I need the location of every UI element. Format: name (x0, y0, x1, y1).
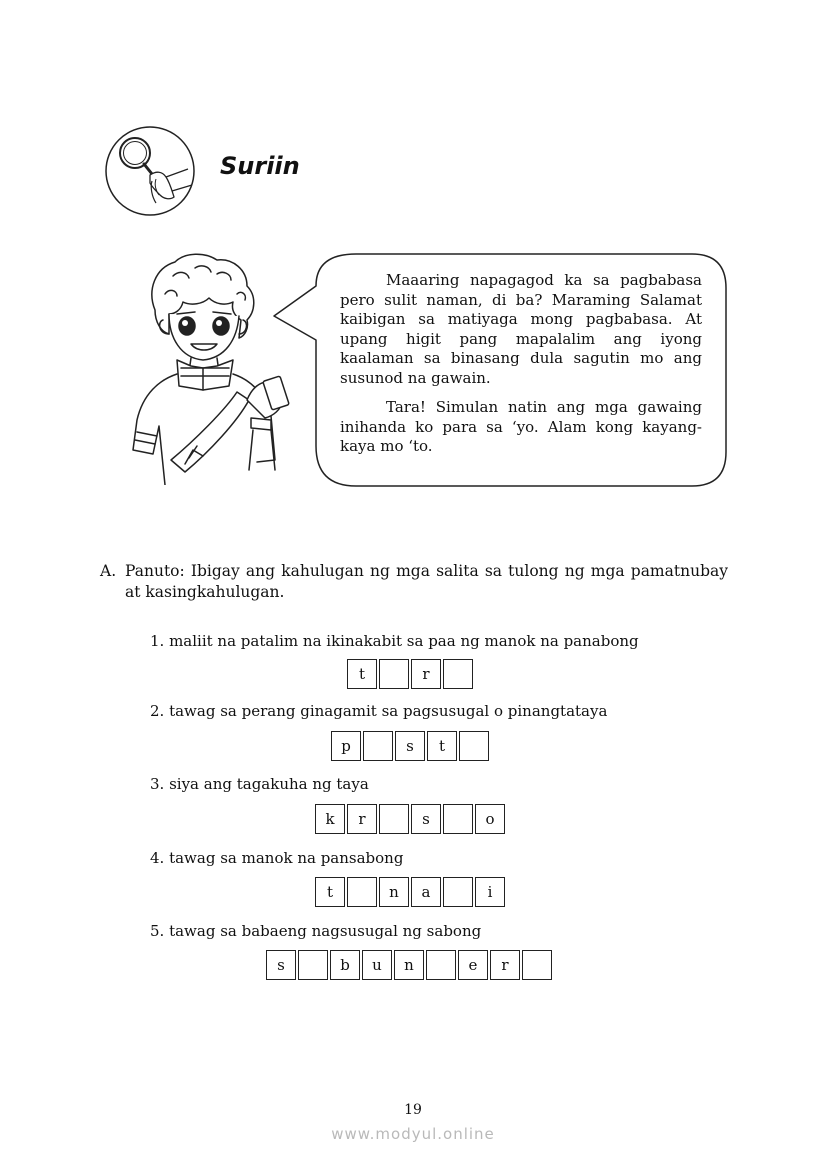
blank-letter-box[interactable] (379, 659, 409, 689)
item-3-text: 3. siya ang tagakuha ng taya (150, 775, 369, 793)
letter-box: t (347, 659, 377, 689)
item-1-text: 1. maliit na patalim na ikinakabit sa paa ng manok na panabong (150, 632, 639, 650)
letter-box: u (362, 950, 392, 980)
letter-box: i (475, 877, 505, 907)
section-title: Suriin (220, 152, 300, 180)
letter-box: a (411, 877, 441, 907)
item-2-text: 2. tawag sa perang ginagamit sa pagsusugal o pinangtataya (150, 702, 608, 720)
letter-box: r (347, 804, 377, 834)
blank-letter-box[interactable] (379, 804, 409, 834)
page-number: 19 (404, 1102, 422, 1118)
letter-box: t (427, 731, 457, 761)
instruction-text: Panuto: Ibigay ang kahulugan ng mga salita sa tulong ng mga pamatnubay at kasingkahulugan. (125, 562, 728, 601)
bubble-paragraph-1: Maaaring napagagod ka sa pagbabasa pero sulit naman, di ba? Maraming Salamat kaibigan sa matiyaga mong pagbabasa. At upang higit pang mapalalim ang iyong kaalaman sa binasang dula sagutin mo ang susunod na gawain. (340, 271, 702, 387)
blank-letter-box[interactable] (347, 877, 377, 907)
item-5-text: 5. tawag sa babaeng nagsusugal ng sabong (150, 922, 482, 940)
letter-box: r (411, 659, 441, 689)
item-1-answer-boxes (347, 659, 475, 689)
blank-letter-box[interactable] (443, 659, 473, 689)
letter-box: s (411, 804, 441, 834)
magnifying-glass-icon (104, 125, 196, 217)
bubble-paragraph-2: Tara! Simulan natin ang mga gawaing inihanda ko para sa ‘yo. Alam kong kayang-kaya mo ‘to. (340, 398, 702, 455)
item-2-answer-boxes (331, 731, 491, 761)
letter-box: p (331, 731, 361, 761)
letter-box: o (475, 804, 505, 834)
blank-letter-box[interactable] (426, 950, 456, 980)
letter-box: e (458, 950, 488, 980)
speech-bubble-text (340, 271, 702, 457)
blank-letter-box[interactable] (459, 731, 489, 761)
item-4-text: 4. tawag sa manok na pansabong (150, 849, 404, 867)
item-4-answer-boxes (315, 877, 507, 907)
letter-box: t (315, 877, 345, 907)
item-3-answer-boxes (315, 804, 507, 834)
instruction (100, 561, 728, 603)
blank-letter-box[interactable] (363, 731, 393, 761)
instruction-letter: A. (100, 562, 117, 580)
letter-box: s (266, 950, 296, 980)
watermark: www.modyul.online (331, 1125, 495, 1143)
letter-box: s (395, 731, 425, 761)
blank-letter-box[interactable] (522, 950, 552, 980)
blank-letter-box[interactable] (298, 950, 328, 980)
letter-box: b (330, 950, 360, 980)
blank-letter-box[interactable] (443, 804, 473, 834)
item-5-answer-boxes (266, 950, 554, 980)
letter-box: n (379, 877, 409, 907)
letter-box: n (394, 950, 424, 980)
letter-box: k (315, 804, 345, 834)
blank-letter-box[interactable] (443, 877, 473, 907)
letter-box: r (490, 950, 520, 980)
